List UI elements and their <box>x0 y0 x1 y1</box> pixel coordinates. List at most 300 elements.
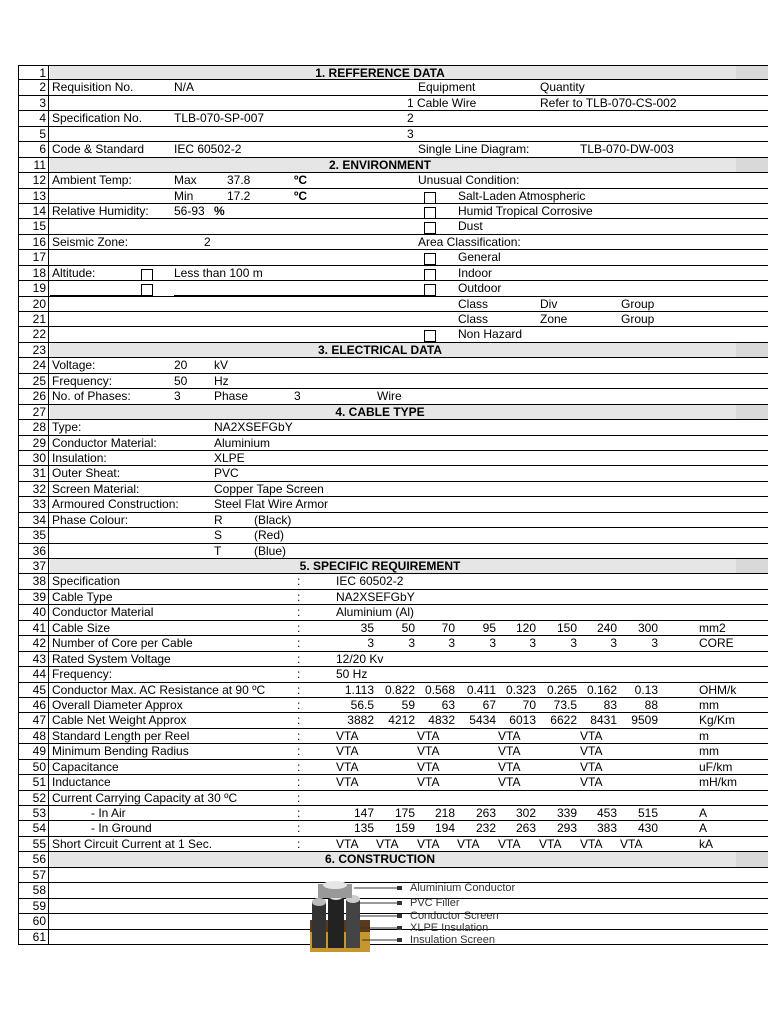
table-row <box>18 667 768 682</box>
table-row <box>18 544 768 559</box>
max-value: 37.8 <box>227 173 251 188</box>
row-number: 2 <box>18 80 49 94</box>
diagram-label: Aluminium Conductor <box>410 882 516 894</box>
max-label: Max <box>174 173 197 188</box>
option-label: Humid Tropical Corrosive <box>458 203 593 218</box>
colon: : <box>297 790 301 805</box>
value-cell: 147 <box>353 806 374 820</box>
table-row <box>18 374 768 389</box>
unit: CORE <box>699 636 734 651</box>
row-number: 14 <box>18 204 49 218</box>
value-cell: 56.5 <box>350 697 374 712</box>
table-row <box>18 636 768 651</box>
weight-label: Cable Net Weight Approx <box>52 713 187 728</box>
screen-label: Screen Material: <box>52 481 140 496</box>
row-number: 46 <box>18 698 49 712</box>
cable-type-label: Cable Type <box>52 589 113 604</box>
section-title: 5. SPECIFIC REQUIREMENT <box>299 559 461 573</box>
table-row <box>18 513 768 528</box>
checkbox[interactable] <box>424 207 436 219</box>
row-number: 52 <box>18 791 49 805</box>
colon: : <box>297 651 301 666</box>
vta-cell: VTA <box>376 836 399 851</box>
row-number: 49 <box>18 744 49 758</box>
checkbox[interactable] <box>424 253 436 265</box>
diagram-label: Conductor Screen <box>410 910 499 922</box>
vta-cell: VTA <box>336 759 359 774</box>
row-number: 44 <box>18 667 49 681</box>
cores-label: Number of Core per Cable <box>52 636 193 651</box>
table-row <box>18 482 768 497</box>
row-number: 3 <box>18 96 49 110</box>
section-row <box>18 852 768 867</box>
frequency-label: Frequency: <box>52 667 113 682</box>
unit: A <box>699 806 708 820</box>
diagram-label: XLPE Insulation <box>410 922 489 934</box>
sld-value: TLB-070-DW-003 <box>580 142 674 157</box>
value-cell: 1.113 <box>344 682 374 697</box>
ccc-label: Current Carrying Capacity at 30 ºC <box>52 790 238 805</box>
type-value: NA2XSEFGbY <box>214 420 293 435</box>
value-cell: 3 <box>610 636 617 651</box>
value-cell: 67 <box>482 697 496 712</box>
table-row <box>18 204 768 219</box>
vta-cell: VTA <box>417 744 440 759</box>
section-row <box>18 343 768 358</box>
vta-cell: VTA <box>580 836 603 851</box>
unit: mm <box>699 697 719 712</box>
row-number: 54 <box>18 821 49 835</box>
checkbox[interactable] <box>424 284 436 296</box>
phase-letter: S <box>214 528 223 543</box>
row-number: 17 <box>18 250 49 264</box>
equipment-index: 2 <box>407 111 414 126</box>
section-row <box>18 405 768 420</box>
value-cell: 159 <box>394 821 415 836</box>
value-cell: 175 <box>394 806 415 820</box>
row-number: 59 <box>18 899 49 913</box>
row-number: 60 <box>18 914 49 928</box>
humidity-label: Relative Humidity: <box>52 203 149 218</box>
phases-label: No. of Phases: <box>52 389 131 404</box>
row-number: 43 <box>18 652 49 666</box>
in-ground-label: - In Ground <box>91 821 152 836</box>
table-row <box>18 760 768 775</box>
row-number: 11 <box>18 158 49 172</box>
unit: m <box>699 728 709 743</box>
table-row <box>18 683 768 698</box>
table-row <box>18 358 768 373</box>
unit: Hz <box>214 373 229 388</box>
humidity-value: 56-93 <box>174 203 205 218</box>
value-cell: 59 <box>401 697 415 712</box>
row-number: 58 <box>18 883 49 897</box>
option-label: General <box>458 250 501 265</box>
section-title: 1. REFFERENCE DATA <box>315 66 445 80</box>
table-row <box>18 652 768 667</box>
section-title: 4. CABLE TYPE <box>335 404 425 419</box>
unit: mH/km <box>699 775 737 790</box>
checkbox[interactable] <box>424 192 436 204</box>
phase-colour: (Black) <box>254 512 292 527</box>
row-number: 28 <box>18 420 49 434</box>
spreadsheet <box>18 65 768 945</box>
value-cell: 95 <box>482 620 496 635</box>
min-label: Min <box>174 188 194 203</box>
value-cell: 515 <box>637 806 658 820</box>
vta-cell: VTA <box>580 728 603 743</box>
value-cell: 73.5 <box>553 697 577 712</box>
row-number: 41 <box>18 621 49 635</box>
value-cell: 0.822 <box>384 682 415 697</box>
value-cell: 5434 <box>469 713 496 728</box>
table-row <box>18 821 768 836</box>
value-cell: 0.13 <box>634 682 658 697</box>
unit: uF/km <box>699 759 733 774</box>
cable-size-label: Cable Size <box>52 620 111 635</box>
row-number: 27 <box>18 405 49 419</box>
unit: mm <box>699 744 719 759</box>
unit: mm2 <box>699 620 726 635</box>
table-row <box>18 436 768 451</box>
div-label: Div <box>540 296 558 311</box>
vta-cell: VTA <box>417 728 440 743</box>
colon: : <box>297 713 301 728</box>
row-number: 18 <box>18 266 49 280</box>
wire-value: 3 <box>294 389 301 404</box>
table-row <box>18 605 768 620</box>
table-row <box>18 420 768 435</box>
row-number: 25 <box>18 374 49 388</box>
ambient-label: Ambient Temp: <box>52 173 132 188</box>
conductor-label: Conductor Material: <box>52 435 157 450</box>
table-row <box>18 729 768 744</box>
checkbox[interactable] <box>141 284 153 296</box>
value-cell: 35 <box>360 620 374 635</box>
row-number: 20 <box>18 297 49 311</box>
vta-cell: VTA <box>417 759 440 774</box>
frequency-label: Frequency: <box>52 373 113 388</box>
area-label: Area Classification: <box>418 234 521 249</box>
row-number: 42 <box>18 636 49 650</box>
row-number: 29 <box>18 436 49 450</box>
phase-label: Phase <box>214 389 249 404</box>
unit: Kg/Km <box>699 713 736 728</box>
table-row <box>18 775 768 790</box>
table-row <box>18 590 768 605</box>
code-value: IEC 60502-2 <box>174 142 242 157</box>
short-circuit-label: Short Circuit Current at 1 Sec. <box>52 836 213 851</box>
table-row <box>18 698 768 713</box>
sld-label: Single Line Diagram: <box>418 142 530 157</box>
colon: : <box>297 775 301 790</box>
row-number: 21 <box>18 312 49 326</box>
vta-cell: VTA <box>580 744 603 759</box>
value-cell: 3 <box>529 636 536 651</box>
row-number: 15 <box>18 219 49 233</box>
value-cell: 0.265 <box>546 682 577 697</box>
row-number: 61 <box>18 930 49 944</box>
value-cell: 150 <box>556 620 577 635</box>
section-row <box>18 559 768 574</box>
row-number: 31 <box>18 466 49 480</box>
spec-no-label: Specification No. <box>52 111 143 126</box>
colon: : <box>297 605 301 620</box>
value-cell: 430 <box>637 821 658 836</box>
seismic-label: Seismic Zone: <box>52 234 129 249</box>
table-row <box>18 189 768 204</box>
cable-type-value: NA2XSEFGbY <box>336 589 415 604</box>
row-number: 56 <box>18 852 49 866</box>
value-cell: 4832 <box>428 713 455 728</box>
outer-sheath-label: Outer Sheat: <box>52 466 121 481</box>
conductor-value: Aluminium <box>214 435 271 450</box>
frequency-value: 50 Hz <box>336 667 368 682</box>
table-row <box>18 466 768 481</box>
conductor-material-label: Conductor Material <box>52 605 154 620</box>
row-number: 30 <box>18 451 49 465</box>
row-number: 4 <box>18 111 49 125</box>
length-label: Standard Length per Reel <box>52 728 190 743</box>
value-cell: 3 <box>367 636 374 651</box>
conductor-material-value: Aluminium (Al) <box>336 605 415 620</box>
rated-voltage-value: 12/20 Kv <box>336 651 384 666</box>
section-title: 2. ENVIRONMENT <box>328 157 431 172</box>
class-label: Class <box>458 312 489 326</box>
section-row <box>18 65 768 80</box>
colon: : <box>297 636 301 651</box>
value-cell: 232 <box>475 821 496 836</box>
value-cell: 70 <box>522 697 536 712</box>
table-row <box>18 250 768 265</box>
vta-cell: VTA <box>417 775 440 790</box>
value-cell: 194 <box>434 821 455 836</box>
row-number: 57 <box>18 868 49 882</box>
table-row <box>18 80 768 95</box>
altitude-label: Altitude: <box>52 265 96 280</box>
row-number: 37 <box>18 559 49 573</box>
row-number: 51 <box>18 775 49 789</box>
insulation-value: XLPE <box>214 450 245 465</box>
vta-cell: VTA <box>336 836 359 851</box>
checkbox[interactable] <box>424 269 436 281</box>
vta-cell: VTA <box>457 836 480 851</box>
phase-letter: R <box>214 512 223 527</box>
value-cell: 4212 <box>388 713 415 728</box>
table-row <box>18 96 768 111</box>
vta-cell: VTA <box>336 728 359 743</box>
colon: : <box>297 759 301 774</box>
table-row <box>18 142 768 157</box>
row-number: 53 <box>18 806 49 820</box>
table-row <box>18 327 768 342</box>
armour-label: Armoured Construction: <box>52 497 179 512</box>
vta-cell: VTA <box>580 775 603 790</box>
row-number: 22 <box>18 327 49 341</box>
table-row <box>18 111 768 126</box>
seismic-value: 2 <box>204 234 211 249</box>
row-number: 33 <box>18 497 49 511</box>
bending-label: Minimum Bending Radius <box>52 744 189 759</box>
value-cell: 3 <box>448 636 455 651</box>
row-number: 35 <box>18 528 49 542</box>
value-cell: 135 <box>353 821 374 836</box>
table-row <box>18 266 768 281</box>
colon: : <box>297 744 301 759</box>
row-number: 26 <box>18 389 49 403</box>
value-cell: 300 <box>637 620 658 635</box>
table-row <box>18 837 768 852</box>
value-cell: 263 <box>515 821 536 836</box>
row-number: 1 <box>18 66 49 79</box>
vta-cell: VTA <box>498 836 521 851</box>
class-label: Class <box>458 296 489 311</box>
screen-value: Copper Tape Screen <box>214 481 324 496</box>
vta-cell: VTA <box>498 775 521 790</box>
unit: OHM/k <box>699 682 737 697</box>
checkbox[interactable] <box>141 269 153 281</box>
table-row <box>18 574 768 589</box>
table-row <box>18 528 768 543</box>
table-row <box>18 621 768 636</box>
checkbox[interactable] <box>424 330 436 342</box>
value-cell: 88 <box>644 697 658 712</box>
spec-no-value: TLB-070-SP-007 <box>174 111 265 126</box>
table-row <box>18 219 768 234</box>
equipment-header: Equipment <box>418 80 476 95</box>
value-cell: 3 <box>570 636 577 651</box>
quantity-header: Quantity <box>540 80 585 95</box>
row-number: 12 <box>18 173 49 187</box>
vta-cell: VTA <box>498 759 521 774</box>
option-label: Salt-Laden Atmospheric <box>458 188 586 203</box>
value-cell: 83 <box>603 697 617 712</box>
table-row <box>18 281 768 296</box>
frequency-value: 50 <box>174 373 188 388</box>
value-cell: 3 <box>408 636 415 651</box>
value-cell: 218 <box>434 806 455 820</box>
row-number: 32 <box>18 482 49 496</box>
colon: : <box>297 589 301 604</box>
value-cell: 8431 <box>590 713 617 728</box>
value-cell: 383 <box>596 821 617 836</box>
unit: kA <box>699 836 714 851</box>
spec-label: Specification <box>52 574 121 589</box>
value-cell: 9509 <box>631 713 658 728</box>
value-cell: 293 <box>556 821 577 836</box>
row-number: 5 <box>18 127 49 141</box>
min-value: 17.2 <box>227 188 251 203</box>
checkbox[interactable] <box>424 222 436 234</box>
value-cell: 70 <box>441 620 455 635</box>
row-number: 36 <box>18 544 49 558</box>
table-row <box>18 497 768 512</box>
vta-cell: VTA <box>539 836 562 851</box>
requisition-label: Requisition No. <box>52 80 134 95</box>
vta-cell: VTA <box>336 775 359 790</box>
table-row <box>18 173 768 188</box>
voltage-value: 20 <box>174 358 188 373</box>
row-number: 6 <box>18 142 49 156</box>
equipment-index: 3 <box>407 126 414 141</box>
code-label: Code & Standard <box>52 142 145 157</box>
vta-cell: VTA <box>580 759 603 774</box>
zone-label: Zone <box>540 312 568 326</box>
value-cell: 453 <box>596 806 617 820</box>
vta-cell: VTA <box>417 836 440 851</box>
table-row <box>18 312 768 327</box>
table-row <box>18 127 768 142</box>
option-label: Indoor <box>458 265 493 280</box>
vta-cell: VTA <box>620 836 643 851</box>
value-cell: 50 <box>401 620 415 635</box>
row-number: 13 <box>18 189 49 203</box>
value-cell: 0.411 <box>466 682 496 697</box>
table-row <box>18 235 768 250</box>
table-row <box>18 389 768 404</box>
row-number: 40 <box>18 605 49 619</box>
quantity-value: Refer to TLB-070-CS-002 <box>540 95 677 110</box>
value-cell: 3 <box>489 636 496 651</box>
row-number: 38 <box>18 574 49 588</box>
phase-colour: (Red) <box>254 528 285 543</box>
option-label: Outdoor <box>458 281 502 296</box>
armour-value: Steel Flat Wire Armor <box>214 497 329 512</box>
cable-construction-diagram <box>310 880 540 952</box>
requisition-value: N/A <box>174 80 195 95</box>
row-number: 34 <box>18 513 49 527</box>
spec-value: IEC 60502-2 <box>336 574 404 589</box>
table-row <box>18 744 768 759</box>
option-label: Dust <box>458 219 483 234</box>
option-label: Non Hazard <box>458 327 523 342</box>
row-number: 47 <box>18 713 49 727</box>
row-number: 50 <box>18 760 49 774</box>
unit: ºC <box>294 188 308 203</box>
rated-voltage-label: Rated System Voltage <box>52 651 171 666</box>
colon: : <box>297 667 301 682</box>
unit: kV <box>214 358 229 373</box>
unit: ºC <box>294 173 308 188</box>
wire-label: Wire <box>377 389 402 404</box>
value-cell: 339 <box>556 806 577 820</box>
colon: : <box>297 697 301 712</box>
colon: : <box>297 620 301 635</box>
vta-cell: VTA <box>498 728 521 743</box>
inductance-label: Inductance <box>52 775 111 790</box>
altitude-value: Less than 100 m <box>174 265 263 280</box>
phase-colour: (Blue) <box>254 543 287 558</box>
colon: : <box>297 728 301 743</box>
insulation-label: Insulation: <box>52 450 107 465</box>
table-row <box>18 806 768 821</box>
row-number: 55 <box>18 837 49 851</box>
value-cell: 3 <box>651 636 658 651</box>
type-label: Type: <box>52 420 82 435</box>
section-row <box>18 158 768 173</box>
diameter-label: Overall Diameter Approx <box>52 697 183 712</box>
colon: : <box>297 574 301 589</box>
section-title: 6. CONSTRUCTION <box>324 852 435 867</box>
row-number: 48 <box>18 729 49 743</box>
diagram-label: Insulation Screen <box>410 934 495 946</box>
colon: : <box>297 821 301 836</box>
voltage-label: Voltage: <box>52 358 96 373</box>
value-cell: 0.323 <box>505 682 536 697</box>
value-cell: 263 <box>475 806 496 820</box>
row-number: 24 <box>18 358 49 372</box>
row-number: 45 <box>18 683 49 697</box>
